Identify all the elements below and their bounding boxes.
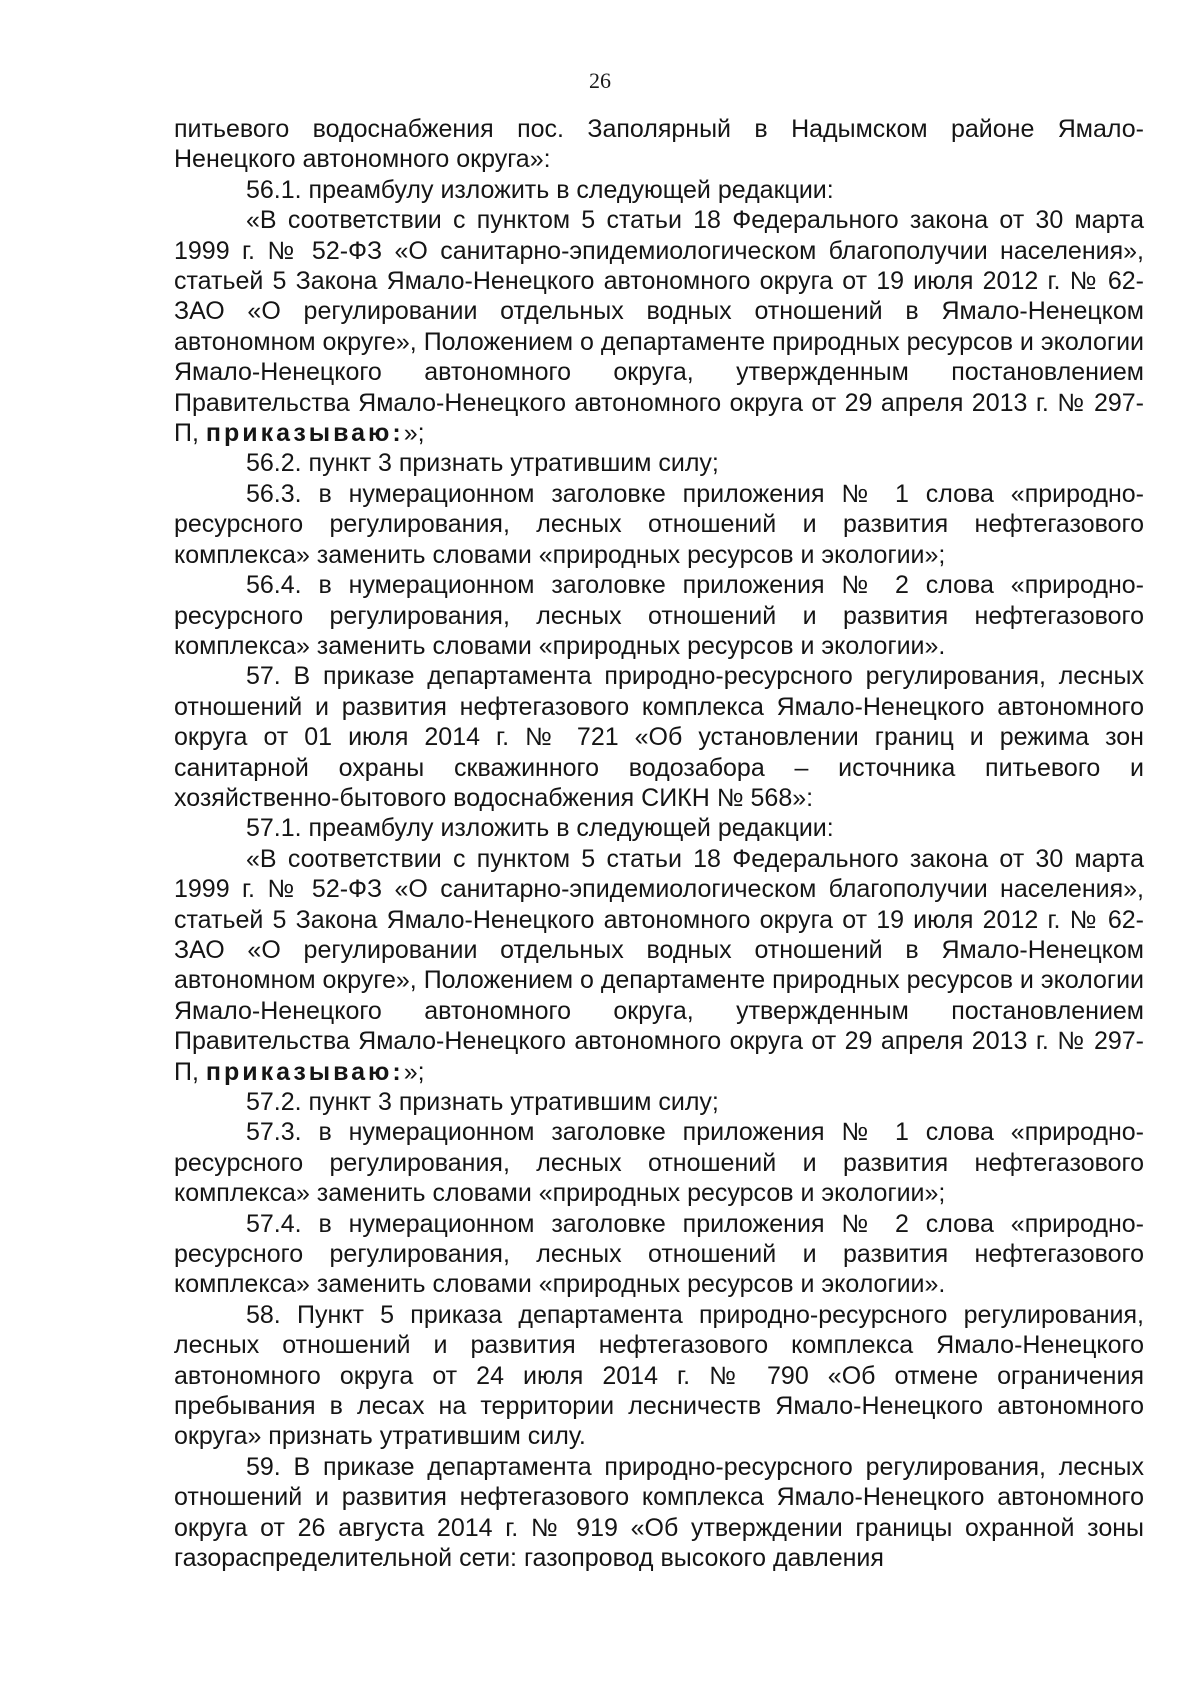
paragraph-57: 57. В приказе департамента природно-ресурсного регулирования, лесных отношений и развития нефтегазового комплекса Ямало-Ненецкого автономного округа от 01 июля 2014 г. № 721 «Об установлении границ и режима зон санитарной охраны скважинного водозабора – источника питьевого и хозяйственно-бытового водоснабжения СИКН № 568»:	[174, 662, 1144, 812]
order-word: приказываю:	[205, 1057, 404, 1086]
paragraph-continuation: питьевого водоснабжения пос. Заполярный в Надымском районе Ямало-Ненецкого автономного округа»:	[174, 115, 1144, 174]
paragraph-56-3: 56.3. в нумерационном заголовке приложения № 1 слова «природно-ресурсного регулирования, лесных отношений и развития нефтегазового комплекса» заменить словами «природных ресурсов и экологии»;	[174, 479, 1144, 569]
paragraph-56-1-preamble	[174, 205, 1144, 448]
paragraph-57-3: 57.3. в нумерационном заголовке приложения № 1 слова «природно-ресурсного регулирования, лесных отношений и развития нефтегазового комплекса» заменить словами «природных ресурсов и экологии»;	[174, 1118, 1144, 1208]
document-body	[174, 114, 1144, 1574]
paragraph-56-2: 56.2. пункт 3 признать утратившим силу;	[246, 449, 719, 478]
preamble-end: »;	[403, 419, 425, 448]
paragraph-56-4: 56.4. в нумерационном заголовке приложения № 2 слова «природно-ресурсного регулирования, лесных отношений и развития нефтегазового комплекса» заменить словами «природных ресурсов и экологии».	[174, 571, 1144, 660]
preamble-text: «В соответствии с пунктом 5 статьи 18 Федерального закона от 30 марта 1999 г. № 52-ФЗ «О санитарно-эпидемиологическом благополучии населения», статьей 5 Закона Ямало-Ненецкого автономного округа от 19 июля 2012 г. № 62-ЗАО «О регулировании отдельных водных отношений в Ямало-Ненецком автономном округе», Положением о департаменте природных ресурсов и экологии Ямало-Ненецкого автономного округа, утвержденным постановлением Правительства Ямало-Ненецкого автономного округа от 29 апреля 2013 г. № 297-П,	[174, 206, 1144, 448]
paragraph-57-1-preamble	[174, 844, 1144, 1087]
paragraph-59: 59. В приказе департамента природно-ресурсного регулирования, лесных отношений и развития нефтегазового комплекса Ямало-Ненецкого автономного округа от 26 августа 2014 г. № 919 «Об утверждении границы охранной зоны газораспределительной сети: газопровод высокого давления	[174, 1452, 1144, 1573]
paragraph-57-2: 57.2. пункт 3 признать утратившим силу;	[246, 1088, 719, 1116]
order-word: приказываю:	[205, 419, 404, 448]
preamble-text: «В соответствии с пунктом 5 статьи 18 Федерального закона от 30 марта 1999 г. № 52-ФЗ «О санитарно-эпидемиологическом благополучии населения», статьей 5 Закона Ямало-Ненецкого автономного округа от 19 июля 2012 г. № 62-ЗАО «О регулировании отдельных водных отношений в Ямало-Ненецком автономном округе», Положением о департаменте природных ресурсов и экологии Ямало-Ненецкого автономного округа, утвержденным постановлением Правительства Ямало-Ненецкого автономного округа от 29 апреля 2013 г. № 297-П,	[174, 844, 1144, 1086]
paragraph-57-4: 57.4. в нумерационном заголовке приложения № 2 слова «природно-ресурсного регулирования, лесных отношений и развития нефтегазового комплекса» заменить словами «природных ресурсов и экологии».	[174, 1209, 1144, 1299]
preamble-end: »;	[403, 1057, 425, 1086]
paragraph-57-1: 57.1. преамбулу изложить в следующей редакции:	[246, 814, 834, 843]
paragraph-58: 58. Пункт 5 приказа департамента природно-ресурсного регулирования, лесных отношений и развития нефтегазового комплекса Ямало-Ненецкого автономного округа от 24 июля 2014 г. № 790 «Об отмене ограничения пребывания в лесах на территории лесничеств Ямало-Ненецкого автономного округа» признать утратившим силу.	[174, 1300, 1144, 1451]
page-number: 26	[589, 68, 611, 93]
paragraph-56-1: 56.1. преамбулу изложить в следующей редакции:	[246, 175, 834, 204]
